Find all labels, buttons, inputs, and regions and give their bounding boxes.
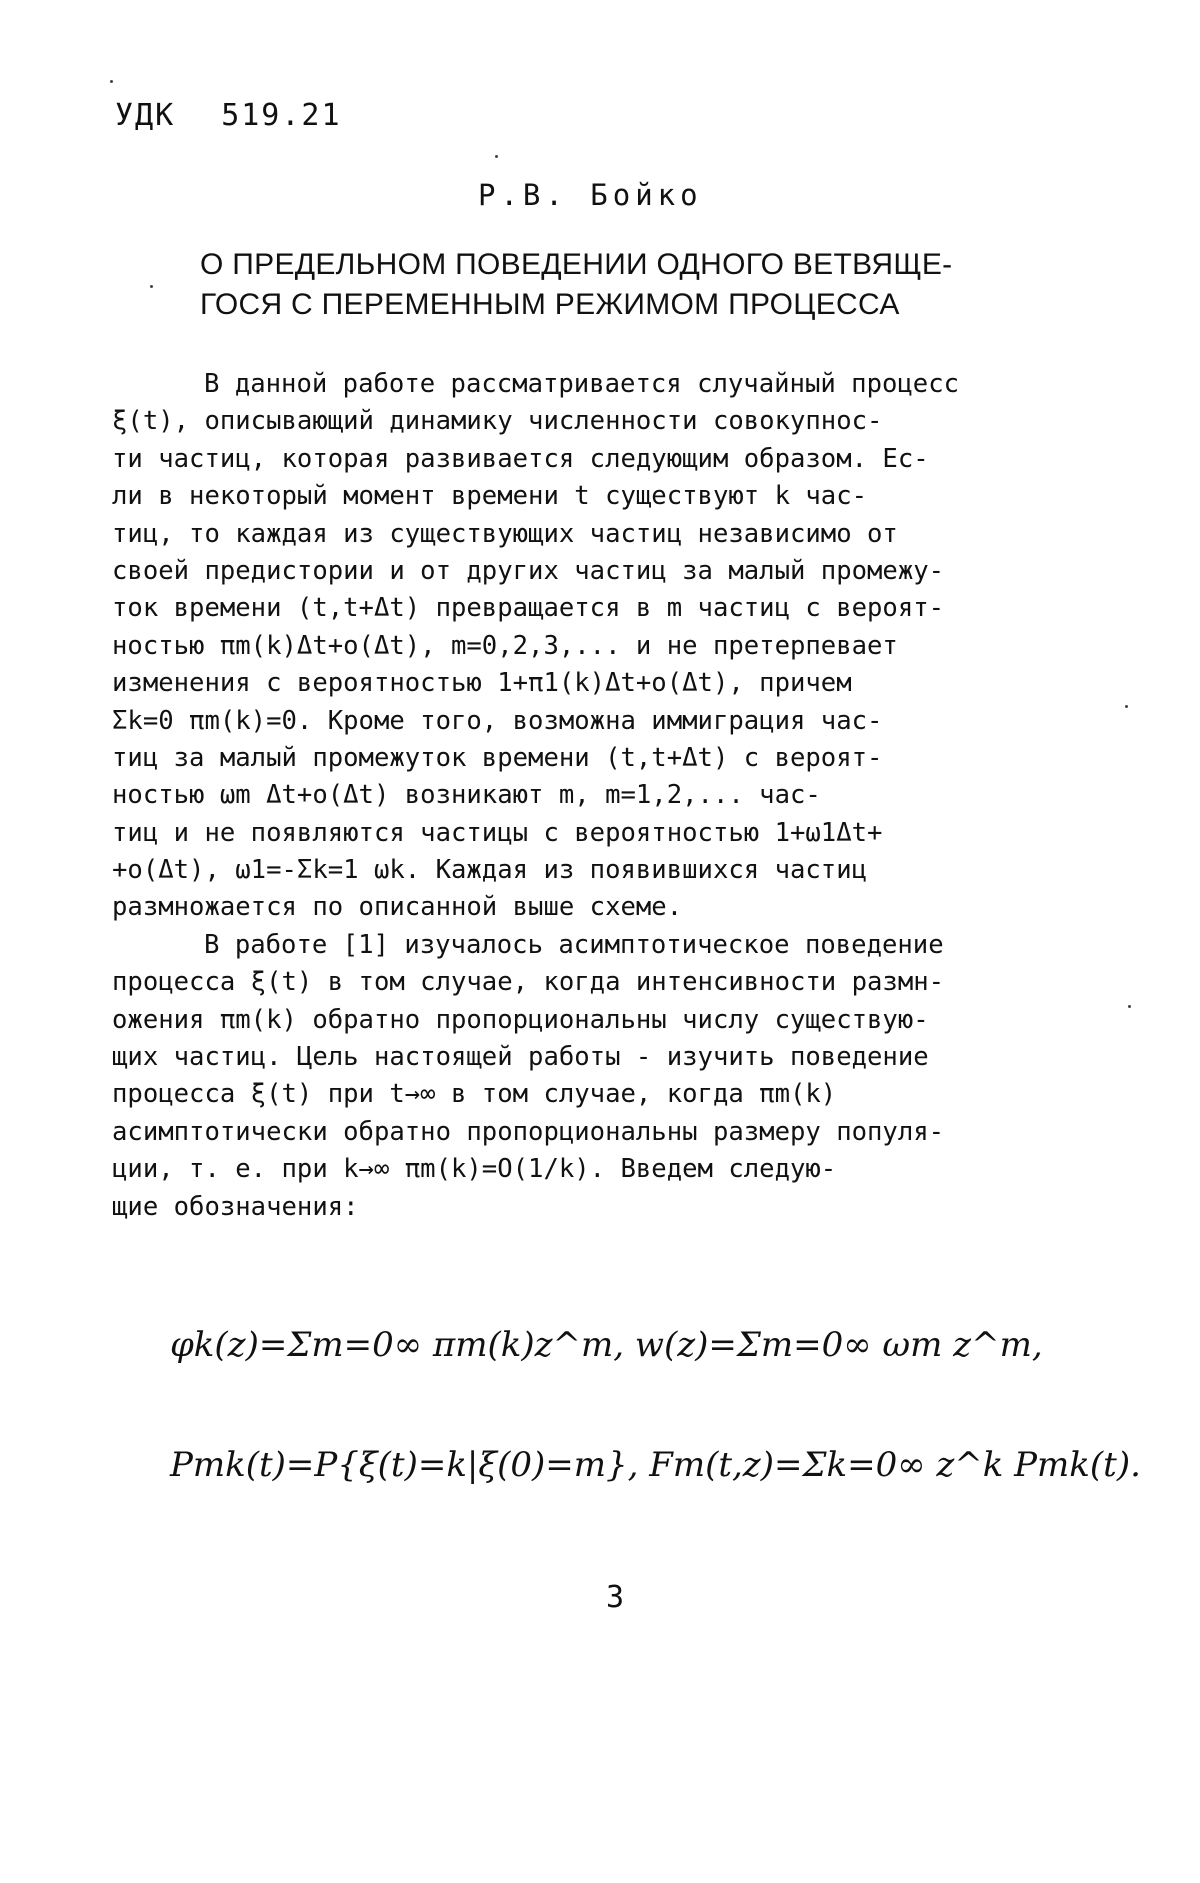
scan-speck [150, 285, 153, 288]
scan-speck [110, 80, 113, 83]
body-line: В данной работе рассматривается случайный процесс [204, 369, 960, 399]
body-line: ли в некоторый момент времени t существуют k час- [112, 481, 868, 512]
body-line: ожения πm(k) обратно пропорциональны числу существую- [112, 1004, 929, 1035]
body-line: В работе [1] изучалось асимптотическое поведение [204, 929, 944, 960]
udc-number: 519.21 [221, 98, 342, 133]
page-number: 3 [606, 1580, 625, 1615]
body-line: ти частиц, которая развивается следующим образом. Ес- [112, 443, 929, 474]
body-line: процесса ξ(t) при t→∞ в том случае, когда πm(k) [112, 1079, 837, 1110]
author-name: Р.В. Бойко [478, 178, 703, 212]
body-line: щих частиц. Цель настоящей работы - изучить поведение [112, 1042, 929, 1073]
body-line: асимптотически обратно пропорциональны размеру популя- [112, 1116, 945, 1147]
title-line: О ПРЕДЕЛЬНОМ ПОВЕДЕНИИ ОДНОГО ВЕТВЯЩЕ- [200, 248, 953, 281]
body-line: +o(Δt), ω1=-Σk=1 ωk. Каждая из появившихся частиц [112, 855, 868, 886]
scan-speck [1125, 705, 1128, 708]
article-body [112, 366, 1074, 1226]
body-line: ностью πm(k)Δt+o(Δt), m=0,2,3,... и не претерпевает [112, 630, 898, 661]
formula-transition-probabilities: Pmk(t)=P{ξ(t)=k|ξ(0)=m}, Fm(t,z)=Σk=0∞ z^k Pmk(t). [170, 1445, 1141, 1485]
body-line: щие обозначения: [112, 1191, 359, 1222]
body-line: ностью ωm Δt+o(Δt) возникают m, m=1,2,... час- [112, 780, 821, 811]
formula-generating-functions: φk(z)=Σm=0∞ πm(k)z^m, w(z)=Σm=0∞ ωm z^m, [170, 1325, 1043, 1365]
body-line: Σk=0 πm(k)=0. Кроме того, возможна иммиграция час- [112, 705, 883, 736]
body-line: своей предистории и от других частиц за малый промежу- [112, 555, 945, 586]
body-line: тиц, то каждая из существующих частиц независимо от [112, 518, 898, 549]
body-line: ток времени (t,t+Δt) превращается в m частиц с вероят- [112, 593, 945, 624]
body-line: процесса ξ(t) в том случае, когда интенсивности размн- [112, 967, 945, 998]
udc-label: УДК [115, 98, 176, 133]
body-line: тиц за малый промежуток времени (t,t+Δt) с вероят- [112, 742, 883, 773]
body-line: ции, т. е. при k→∞ πm(k)=O(1/k). Введем следую- [112, 1154, 837, 1185]
body-line: изменения с вероятностью 1+π1(k)Δt+o(Δt), причем [112, 668, 852, 699]
udc-code [115, 98, 342, 133]
scan-speck [495, 155, 498, 158]
body-line: тиц и не появляются частицы с вероятностью 1+ω1Δt+ [112, 817, 883, 848]
body-line: ξ(t), описывающий динамику численности совокупнос- [112, 406, 883, 437]
scan-speck [1128, 1005, 1131, 1008]
title-line: ГОСЯ С ПЕРЕМЕННЫМ РЕЖИМОМ ПРОЦЕССА [200, 288, 900, 321]
article-title [200, 245, 1100, 325]
body-line: размножается по описанной выше схеме. [112, 892, 683, 923]
